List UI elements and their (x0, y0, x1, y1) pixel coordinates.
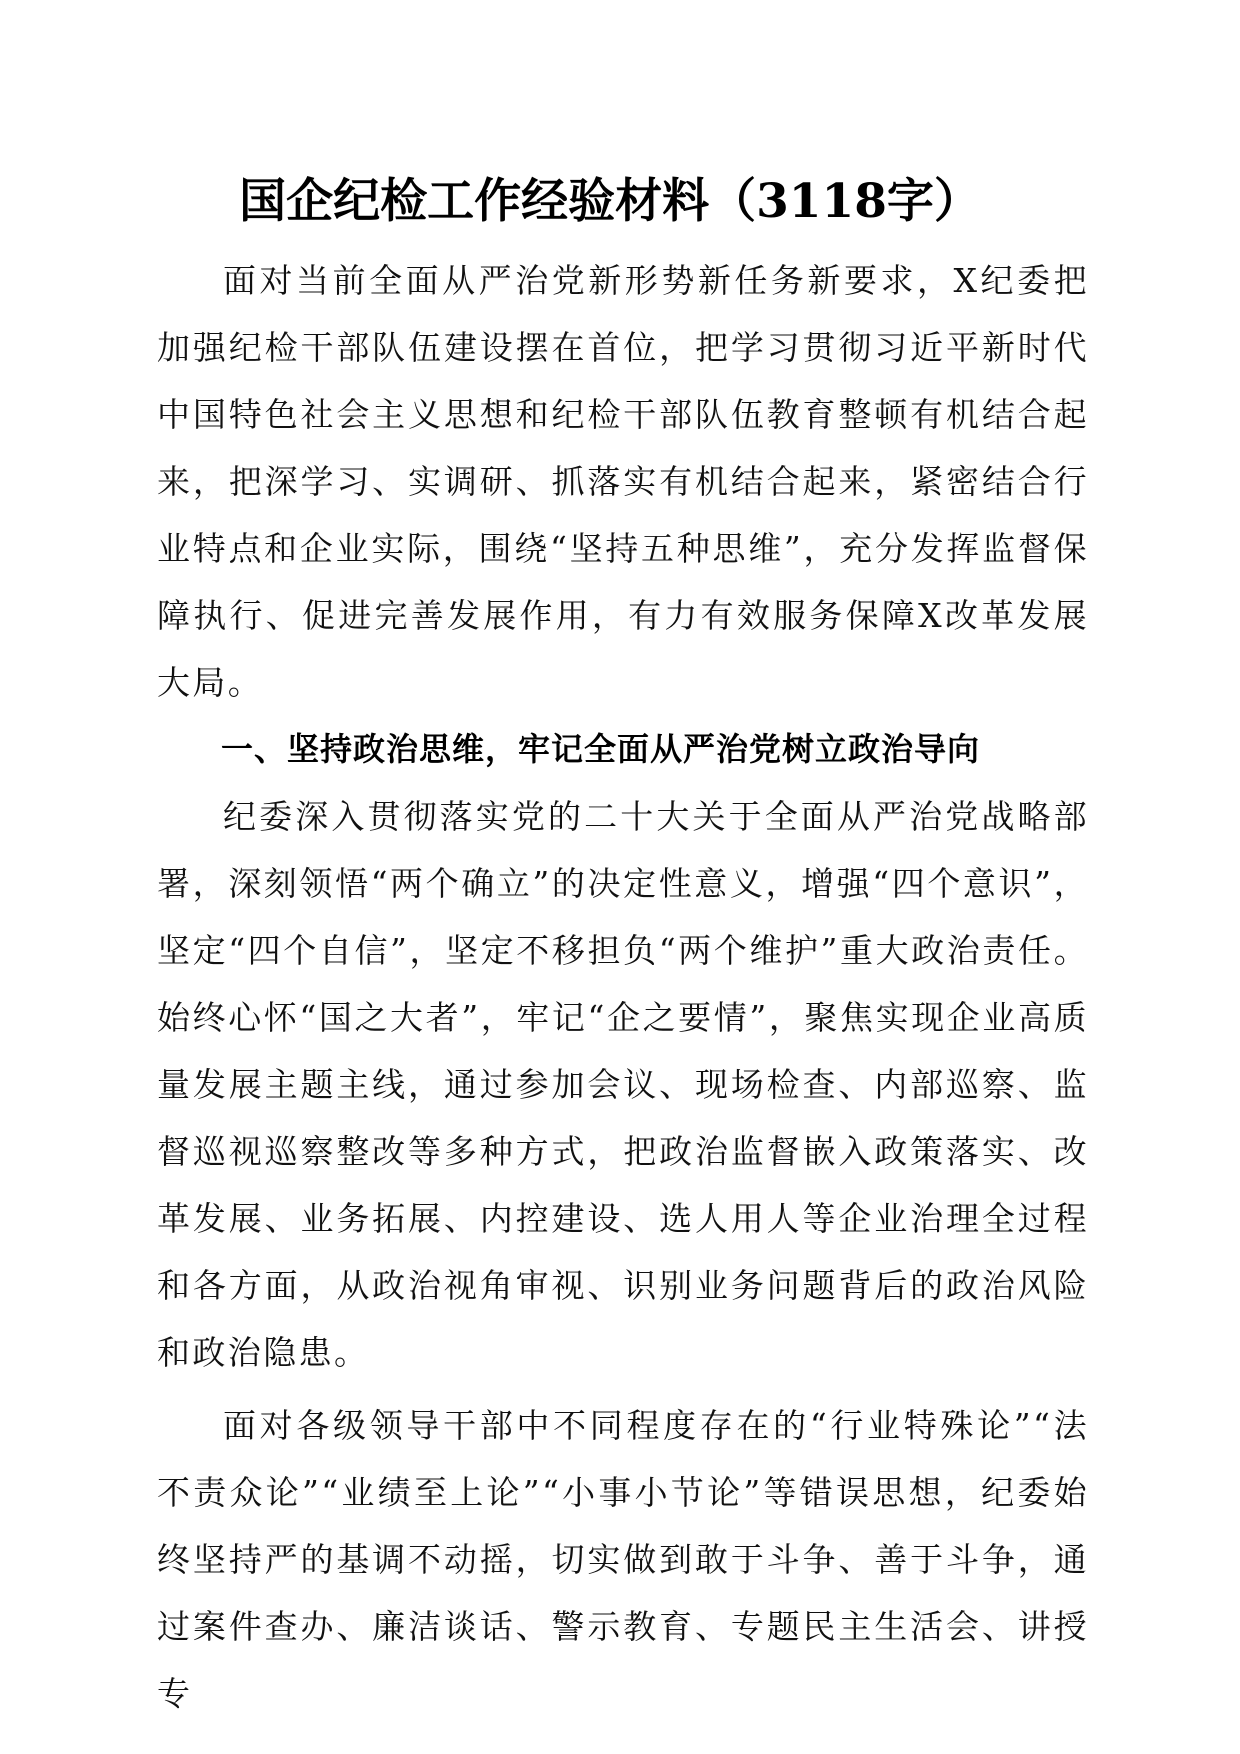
document-title: 国企纪检工作经验材料（3118字） (239, 174, 981, 229)
intro-paragraph: 面对当前全面从严治党新形势新任务新要求，X纪委把加强纪检干部队伍建设摆在首位，把学习贯彻习近平新时代中国特色社会主义思想和纪检干部队伍教育整顿有机结合起来，把深学习、实调研、抓落实有机结合起来，紧密结合行业特点和企业实际，围绕“坚持五种思维”，充分发挥监督保障执行、促进完善发展作用，有力有效服务保障X改革发展大局。 (157, 261, 1089, 702)
section-1-heading: 一、坚持政治思维，牢记全面从严治党树立政治导向 (221, 730, 981, 768)
section-1-paragraph-2: 面对各级领导干部中不同程度存在的“行业特殊论”“法不责众论”“业绩至上论”“小事小节论”等错误思想，纪委始终坚持严的基调不动摇，切实做到敢于斗争、善于斗争，通过案件查办、廉洁谈话、警示教育、专题民主生活会、讲授专 (157, 1406, 1089, 1713)
section-1-paragraph-1: 纪委深入贯彻落实党的二十大关于全面从严治党战略部署，深刻领悟“两个确立”的决定性意义，增强“四个意识”，坚定“四个自信”，坚定不移担负“两个维护”重大政治责任。始终心怀“国之大者”，牢记“企之要情”，聚焦实现企业高质量发展主题主线，通过参加会议、现场检查、内部巡察、监督巡视巡察整改等多种方式，把政治监督嵌入政策落实、改革发展、业务拓展、内控建设、选人用人等企业治理全过程和各方面，从政治视角审视、识别业务问题背后的政治风险和政治隐患。 (157, 797, 1089, 1372)
document-body (157, 247, 1089, 1727)
